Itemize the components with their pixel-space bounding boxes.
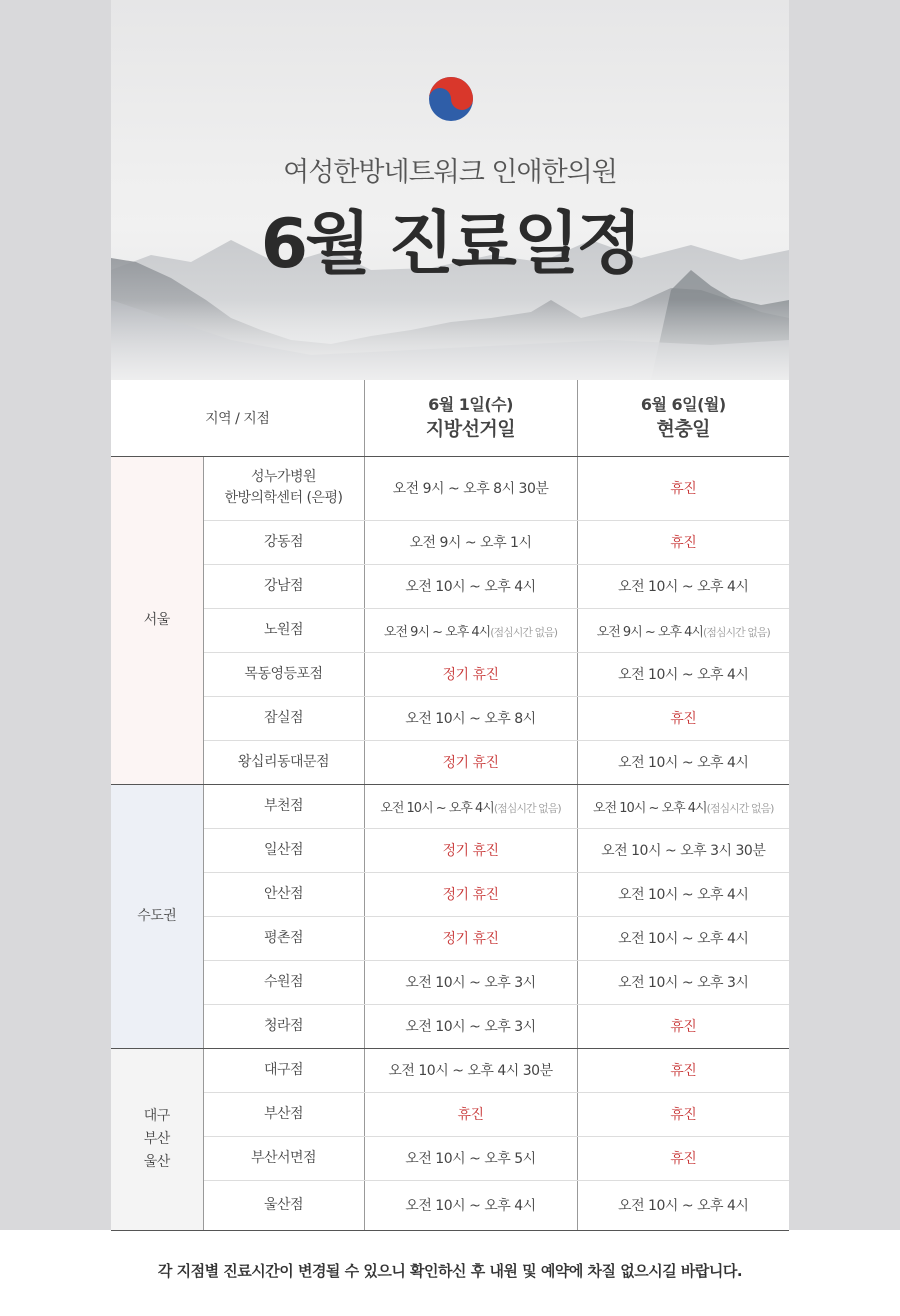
hours-text: 휴진 [670,1107,697,1123]
region-cell: 대구 부산 울산 [111,1048,203,1230]
table-row [111,1180,789,1230]
hours-text: 오전 9시 ~ 오후 1시 [409,535,532,551]
june-1-hours-cell [364,828,577,872]
table-row [111,784,789,828]
june-6-hours-cell [577,872,789,916]
branch-name-cell: 부산서면점 [203,1136,364,1180]
branch-name-cell: 부산점 [203,1092,364,1136]
hours-text: 휴진 [670,481,697,497]
june-1-hours-cell [364,1180,577,1230]
hours-text: 정기 휴진 [442,667,499,683]
hours-text: 휴진 [670,711,697,727]
hours-text: 오전 10시 ~ 오후 4시 30분 [388,1063,553,1079]
hours-text: 휴진 [670,1151,697,1167]
branch-name-cell: 왕십리동대문점 [203,740,364,784]
branch-name-cell: 노원점 [203,608,364,652]
hours-text: 오전 10시 ~ 오후 3시 [618,975,749,991]
hours-text: 오전 10시 ~ 오후 3시 [405,1019,536,1035]
june-1-hours-cell [364,784,577,828]
table-row [111,696,789,740]
branch-name-cell: 부천점 [203,784,364,828]
june-6-hours-cell [577,1048,789,1092]
june-1-hours-cell [364,696,577,740]
region-cell: 수도권 [111,784,203,1048]
june-6-hours-cell [577,916,789,960]
june-1-hours-cell [364,1004,577,1048]
branch-name-cell: 성누가병원 한방의학센터 (은평) [203,456,364,520]
clinic-subtitle: 여성한방네트워크 인애한의원 [283,157,617,188]
page-title: 6월 진료일정 [260,205,640,284]
hours-text: 오전 10시 ~ 오후 4시 [405,1198,536,1214]
table-row [111,520,789,564]
branch-name-cell: 일산점 [203,828,364,872]
june-1-hours-cell [364,916,577,960]
june-6-hours-cell [577,456,789,520]
branch-name-cell: 수원점 [203,960,364,1004]
june-6-hours-cell [577,828,789,872]
table-row [111,828,789,872]
branch-name-cell: 안산점 [203,872,364,916]
hours-text: 오전 9시 ~ 오후 4시 [596,624,703,640]
hours-text: 오전 9시 ~ 오후 4시 [383,624,491,640]
hours-text: 오전 10시 ~ 오후 4시 [618,1198,749,1214]
june-6-hours-cell [577,608,789,652]
lunch-note: (점심시간 없음) [706,801,774,815]
header-june-1-date: 6월 1일(수) [428,394,513,414]
table-row [111,1136,789,1180]
footer-notice: 각 지점별 진료시간이 변경될 수 있으니 확인하신 후 내원 및 예약에 차질 없으시길 바랍니다. [157,1262,743,1280]
june-6-hours-cell [577,1004,789,1048]
hours-text: 휴진 [670,1019,697,1035]
table-row [111,564,789,608]
lunch-note: (점심시간 없음) [490,625,558,639]
hours-text: 오전 10시 ~ 오후 4시 [618,667,749,683]
hours-text: 오전 10시 ~ 오후 4시 [618,755,749,771]
branch-name-cell: 울산점 [203,1180,364,1230]
table-row [111,916,789,960]
hours-text: 오전 10시 ~ 오후 5시 [405,1151,536,1167]
hours-text: 오전 9시 ~ 오후 8시 30분 [392,481,549,497]
table-row [111,1092,789,1136]
hours-text: 휴진 [670,1063,697,1079]
header-june-1 [364,380,577,456]
june-1-hours-cell [364,872,577,916]
branch-name-cell: 대구점 [203,1048,364,1092]
june-1-hours-cell [364,1136,577,1180]
june-1-hours-cell [364,608,577,652]
table-row [111,652,789,696]
june-1-hours-cell [364,520,577,564]
table-header-row [111,380,789,456]
june-6-hours-cell [577,520,789,564]
region-cell: 서울 [111,456,203,784]
hours-text: 휴진 [457,1107,484,1123]
hours-text: 오전 10시 ~ 오후 3시 [405,975,536,991]
hours-text: 오전 10시 ~ 오후 8시 [405,711,536,727]
branch-name-cell: 청라점 [203,1004,364,1048]
june-6-hours-cell [577,1180,789,1230]
june-6-hours-cell [577,1136,789,1180]
branch-name-cell: 강남점 [203,564,364,608]
hours-text: 정기 휴진 [442,931,499,947]
hours-text: 오전 10시 ~ 오후 4시 [405,579,536,595]
branch-name-cell: 강동점 [203,520,364,564]
june-6-hours-cell [577,564,789,608]
schedule-body [111,456,789,1230]
table-row [111,608,789,652]
lunch-note: (점심시간 없음) [702,625,770,639]
june-6-hours-cell [577,1092,789,1136]
header-june-1-name: 지방선거일 [425,417,516,440]
hours-text: 오전 10시 ~ 오후 4시 [618,579,749,595]
header-region-branch: 지역 / 지점 [111,380,364,456]
hours-text: 정기 휴진 [442,843,499,859]
june-1-hours-cell [364,1048,577,1092]
june-1-hours-cell [364,456,577,520]
table-row [111,1048,789,1092]
hours-text: 정기 휴진 [442,887,499,903]
hours-text: 휴진 [670,535,697,551]
header-june-6-name: 현충일 [656,417,711,440]
header-june-6-date: 6월 6일(월) [640,394,726,414]
june-1-hours-cell [364,652,577,696]
taegeuk-logo-icon [428,76,474,122]
lunch-note: (점심시간 없음) [493,801,561,815]
header-june-6 [577,380,789,456]
june-1-hours-cell [364,1092,577,1136]
june-6-hours-cell [577,652,789,696]
table-row [111,740,789,784]
june-1-hours-cell [364,564,577,608]
june-6-hours-cell [577,960,789,1004]
june-1-hours-cell [364,960,577,1004]
table-row [111,872,789,916]
table-row [111,1004,789,1048]
june-6-hours-cell [577,740,789,784]
table-row [111,960,789,1004]
branch-name-cell: 평촌점 [203,916,364,960]
hours-text: 오전 10시 ~ 오후 3시 30분 [601,843,766,859]
table-row [111,456,789,520]
june-6-hours-cell [577,696,789,740]
hours-text: 오전 10시 ~ 오후 4시 [618,887,749,903]
june-1-hours-cell [364,740,577,784]
schedule-poster [111,0,789,1230]
hours-text: 오전 10시 ~ 오후 4시 [593,800,707,816]
june-6-hours-cell [577,784,789,828]
hours-text: 오전 10시 ~ 오후 4시 [618,931,749,947]
branch-name-cell: 잠실점 [203,696,364,740]
hero-banner [111,0,789,380]
schedule-table [111,380,789,1231]
branch-name-cell: 목동영등포점 [203,652,364,696]
hours-text: 오전 10시 ~ 오후 4시 [380,800,494,816]
hours-text: 정기 휴진 [442,755,499,771]
